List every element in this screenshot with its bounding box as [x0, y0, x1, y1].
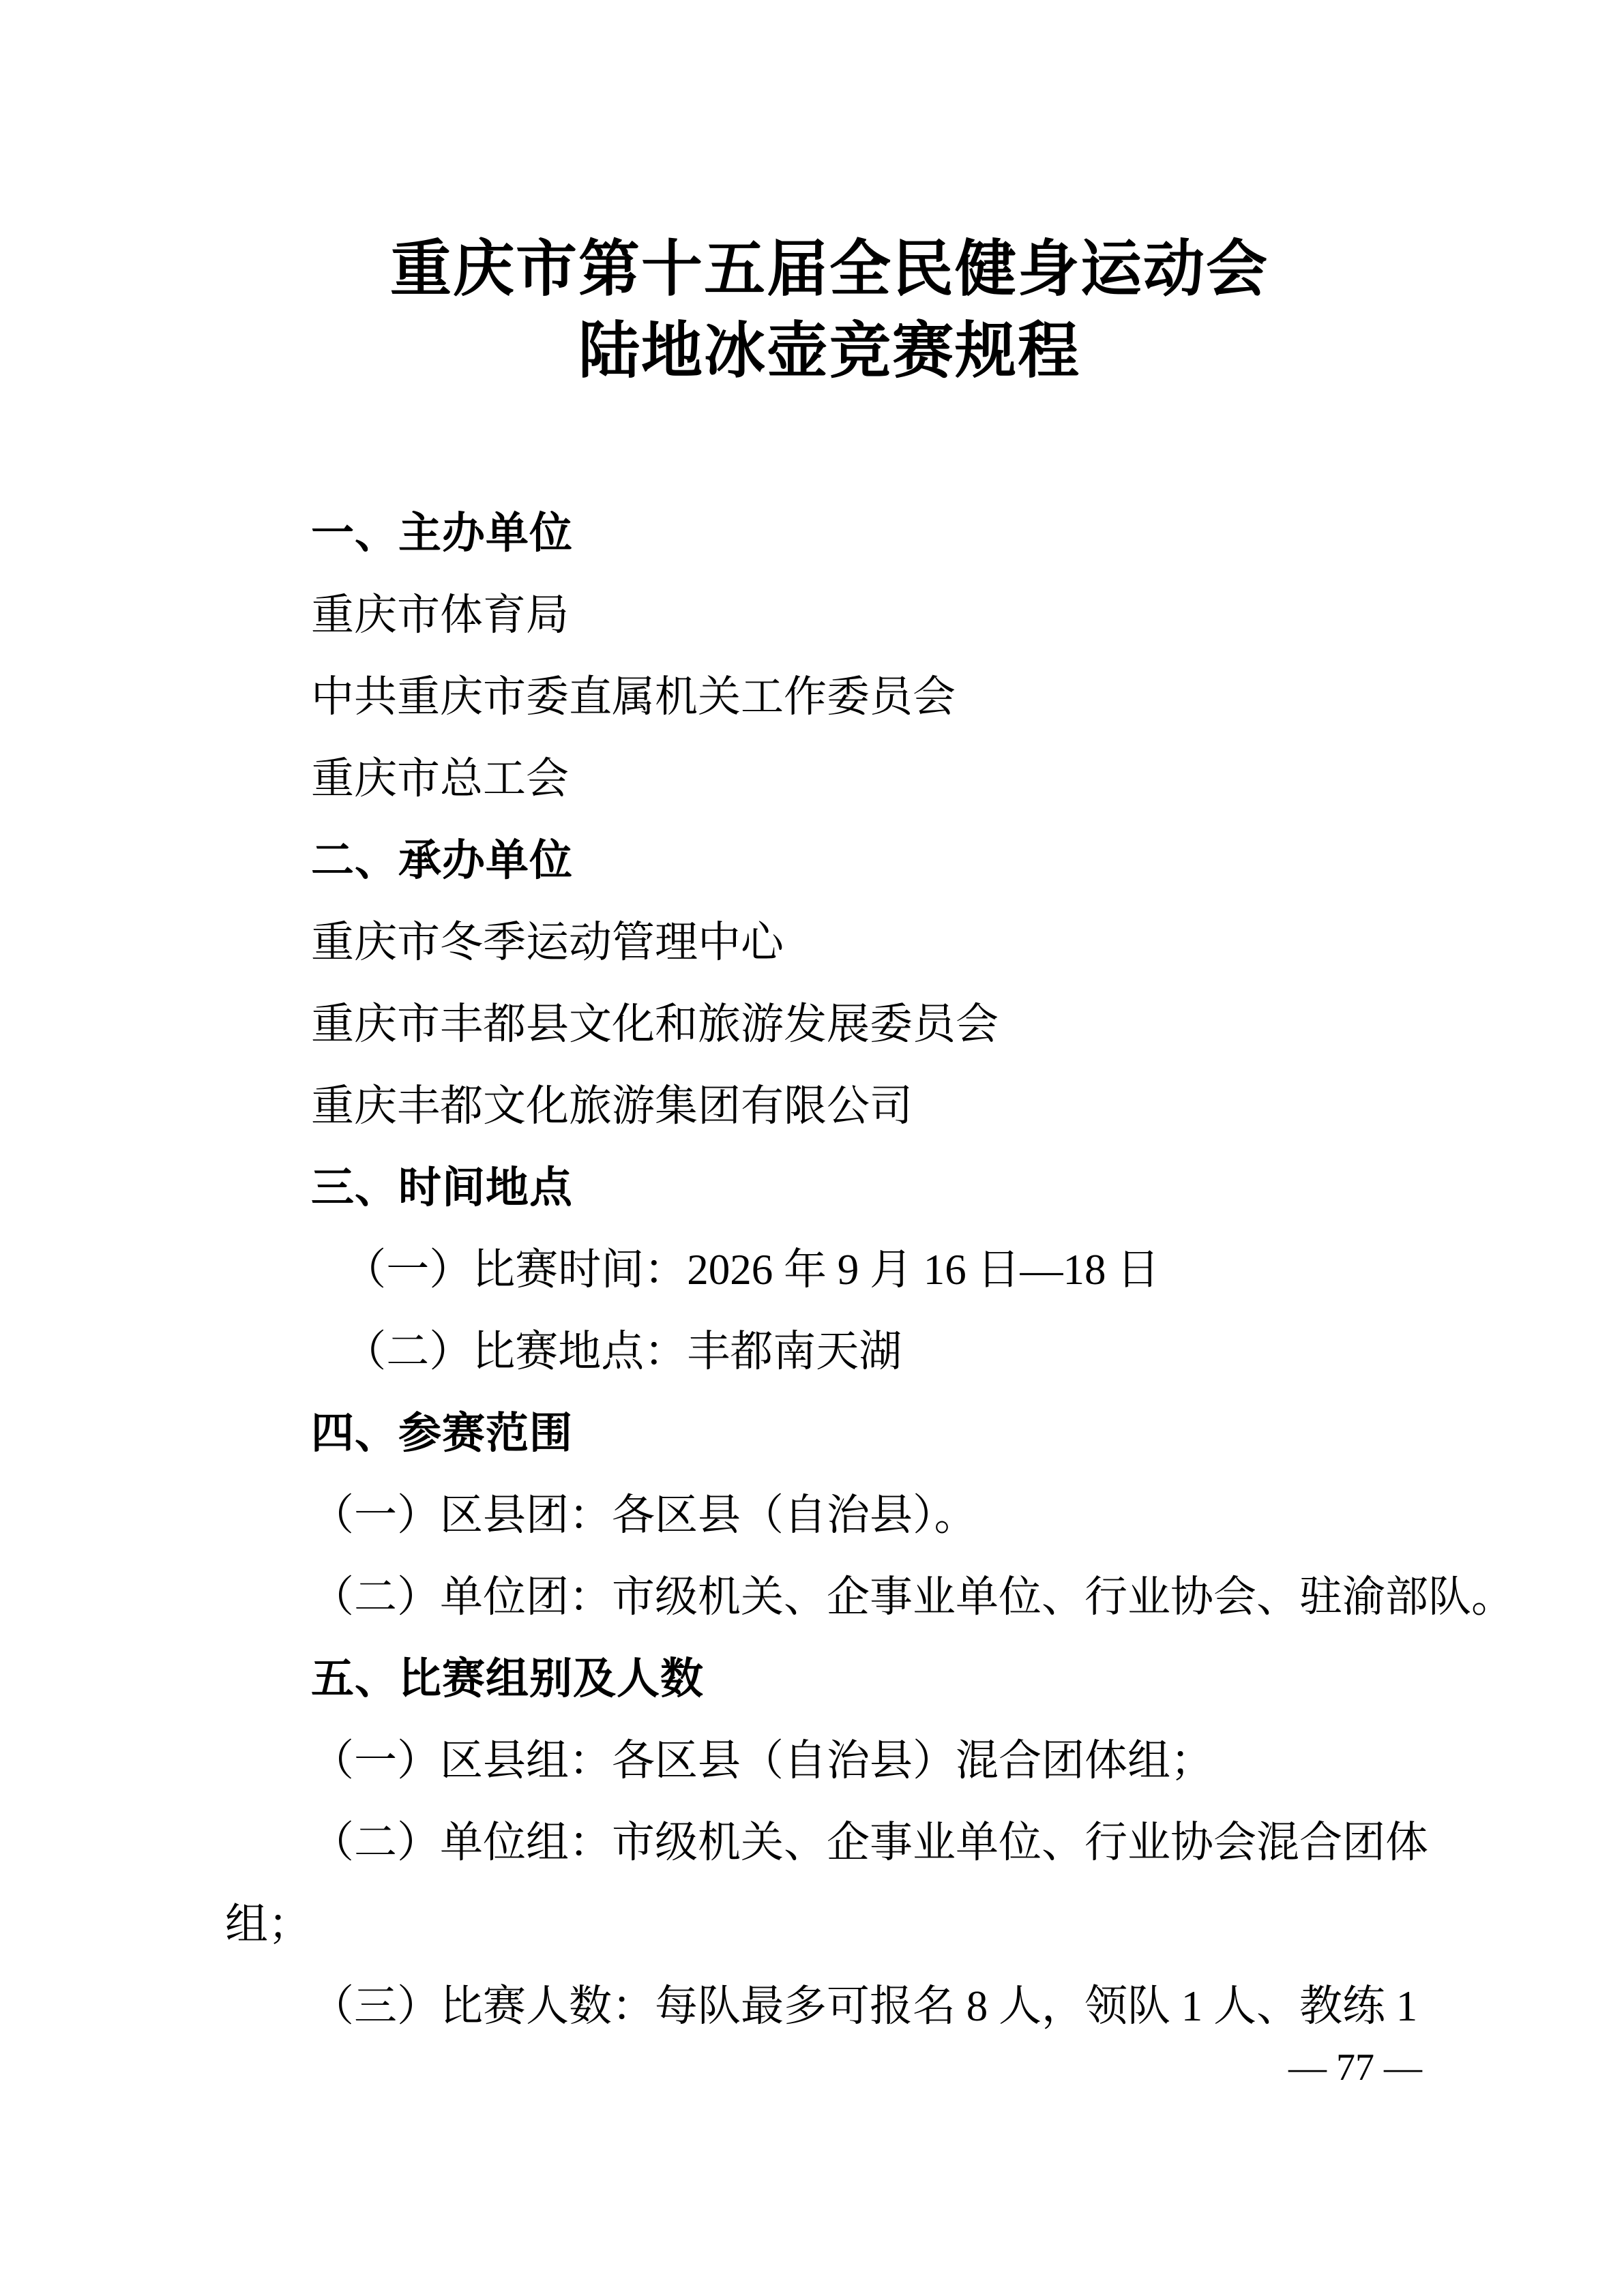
group-district: （一）区县组：各区县（自治县）混合团体组；	[311, 1737, 1213, 1785]
organizer-unit-1: 重庆市冬季运动管理中心	[311, 919, 784, 966]
organizer-unit-2: 重庆市丰都县文化和旅游发展委员会	[311, 1000, 999, 1048]
host-unit-3: 重庆市总工会	[311, 755, 569, 803]
title-line-1: 重庆市第十五届全民健身运动会	[390, 236, 1269, 303]
document-title	[225, 229, 1434, 393]
section-2-heading-organizer-units: 二、承办单位	[311, 837, 573, 884]
host-unit-1: 重庆市体育局	[311, 591, 569, 639]
section-1-heading-host-units: 一、主办单位	[311, 509, 573, 557]
competition-time: （一）比赛时间：2026 年 9 月 16 日—18 日	[343, 1246, 1160, 1294]
participant-numbers: （三）比赛人数：每队最多可报名 8 人，领队 1 人、教练 1	[311, 1982, 1418, 2030]
group-unit-continuation: 组；	[225, 1900, 311, 1948]
section-3-heading-time-place: 三、时间地点	[311, 1164, 573, 1212]
organizer-unit-3: 重庆丰都文化旅游集团有限公司	[311, 1082, 913, 1130]
section-4-heading-scope: 四、参赛范围	[311, 1410, 573, 1457]
title-line-2: 陆地冰壶竞赛规程	[578, 318, 1080, 385]
host-unit-2: 中共重庆市委直属机关工作委员会	[311, 673, 956, 721]
competition-place: （二）比赛地点：丰都南天湖	[343, 1328, 902, 1375]
scope-district-teams: （一）区县团：各区县（自治县）。	[311, 1491, 977, 1539]
page-number: — 77 —	[1288, 2046, 1422, 2089]
scope-unit-teams: （二）单位团：市级机关、企事业单位、行业协会、驻渝部队。	[311, 1573, 1514, 1621]
group-unit: （二）单位组：市级机关、企事业单位、行业协会混合团体	[311, 1819, 1428, 1866]
document-body	[225, 492, 1514, 2047]
section-5-heading-groups-numbers: 五、比赛组别及人数	[311, 1655, 704, 1703]
